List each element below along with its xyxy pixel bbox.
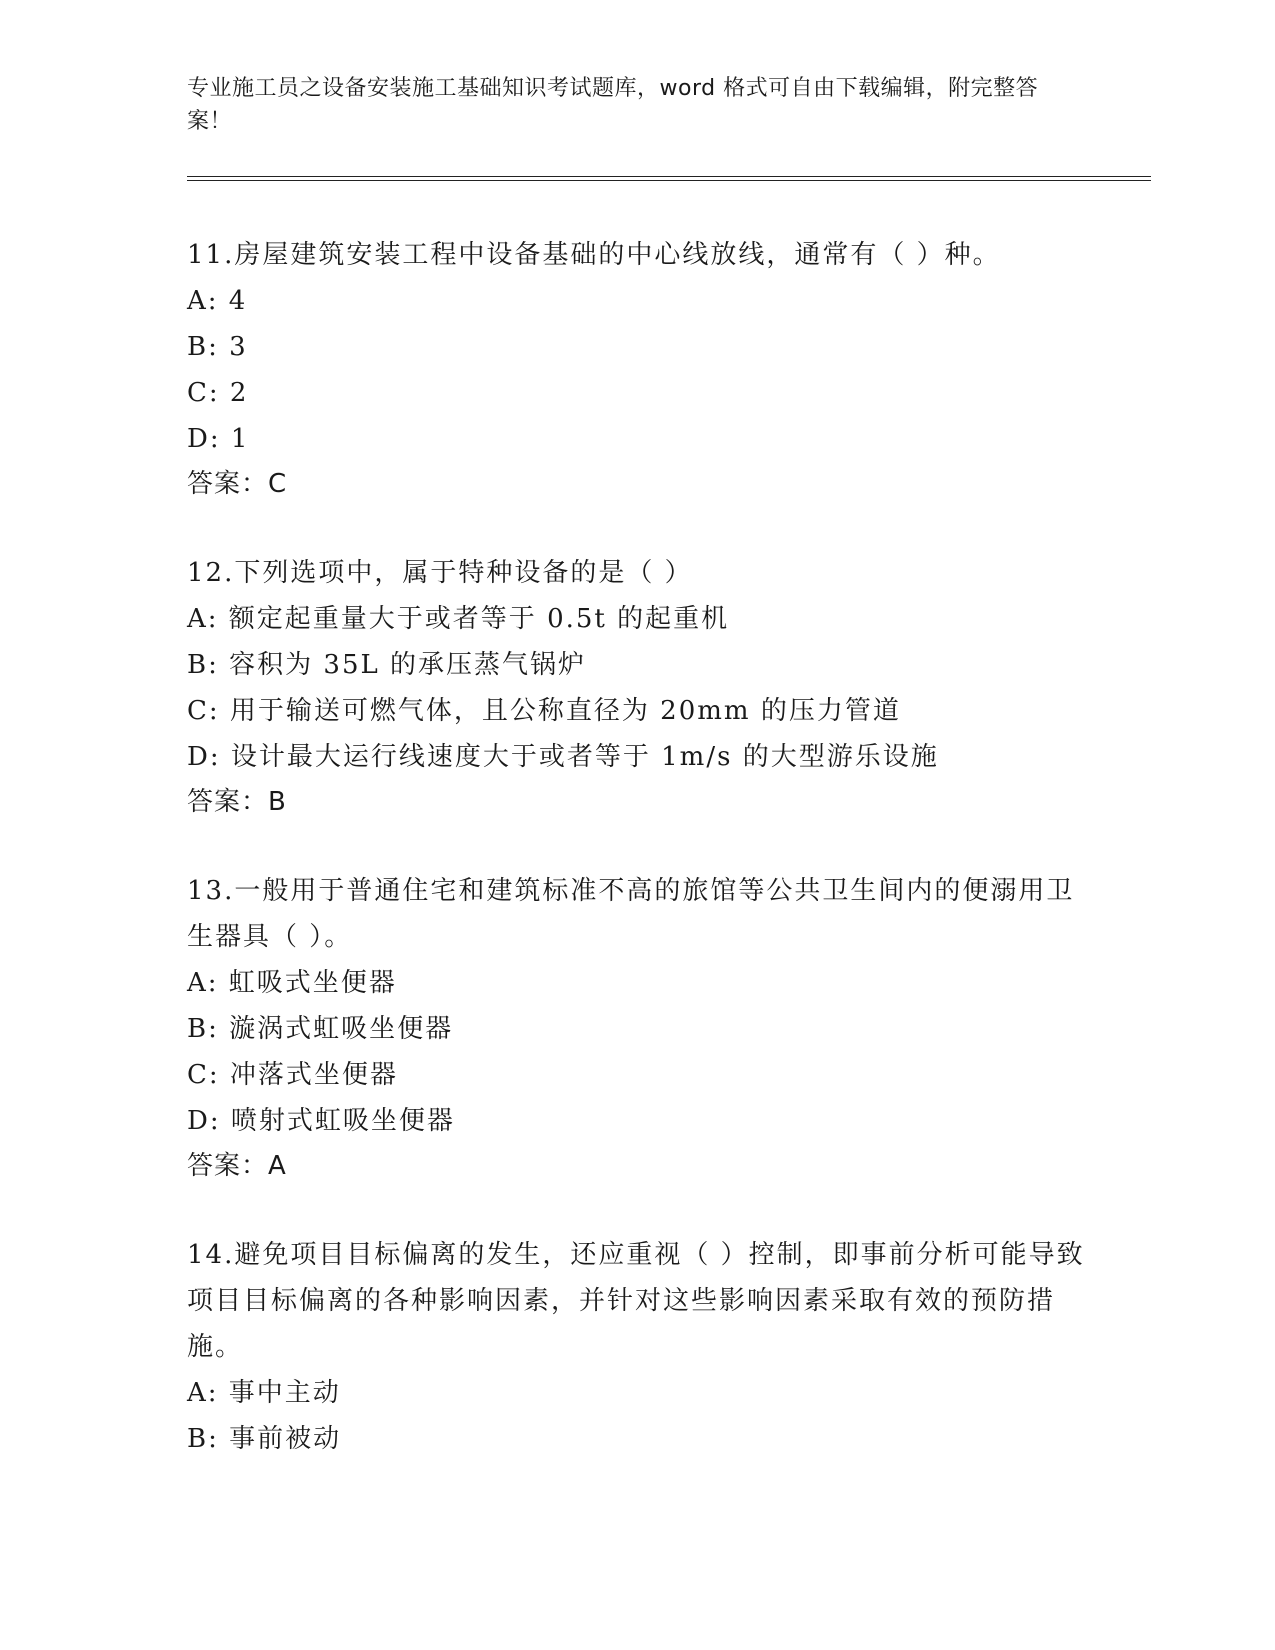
question-14: [187, 1232, 1087, 1462]
question-text: 13.一般用于普通住宅和建筑标准不高的旅馆等公共卫生间内的便溺用卫生器具（ ）。: [187, 876, 1075, 952]
option-c: C: 冲落式坐便器: [187, 1060, 398, 1090]
option-b: B: 3: [187, 332, 248, 362]
option-a: A: 额定起重量大于或者等于 0.5t 的起重机: [187, 604, 730, 634]
option-c: C: 用于输送可燃气体，且公称直径为 20mm 的压力管道: [187, 696, 901, 726]
question-13: [187, 868, 1087, 1188]
option-d: D: 1: [187, 424, 250, 454]
option-b: B: 事前被动: [187, 1424, 342, 1454]
answer: 答案：A: [187, 1151, 287, 1181]
question-text: 12.下列选项中，属于特种设备的是（ ）: [187, 558, 693, 588]
option-a: A: 虹吸式坐便器: [187, 968, 397, 998]
option-d: D: 设计最大运行线速度大于或者等于 1m/s 的大型游乐设施: [187, 742, 939, 772]
page-header: [187, 72, 1067, 138]
answer: 答案：B: [187, 787, 287, 817]
question-11: [187, 232, 1087, 506]
option-b: B: 漩涡式虹吸坐便器: [187, 1014, 454, 1044]
question-text: 14.避免项目目标偏离的发生，还应重视（ ）控制，即事前分析可能导致项目目标偏离的各种影响因素，并针对这些影响因素采取有效的预防措施。: [187, 1240, 1085, 1362]
option-c: C: 2: [187, 378, 249, 408]
header-divider: [187, 176, 1151, 181]
answer: 答案：C: [187, 469, 288, 499]
question-12: [187, 550, 1087, 824]
option-b: B: 容积为 35L 的承压蒸气锅炉: [187, 650, 587, 680]
option-a: A: 4: [187, 286, 248, 316]
option-a: A: 事中主动: [187, 1378, 341, 1408]
question-text: 11.房屋建筑安装工程中设备基础的中心线放线，通常有（ ）种。: [187, 240, 1001, 270]
option-d: D: 喷射式虹吸坐便器: [187, 1106, 455, 1136]
header-text: 专业施工员之设备安装施工基础知识考试题库，word 格式可自由下载编辑，附完整答案！: [187, 76, 1039, 134]
question-list: [187, 232, 1087, 1506]
